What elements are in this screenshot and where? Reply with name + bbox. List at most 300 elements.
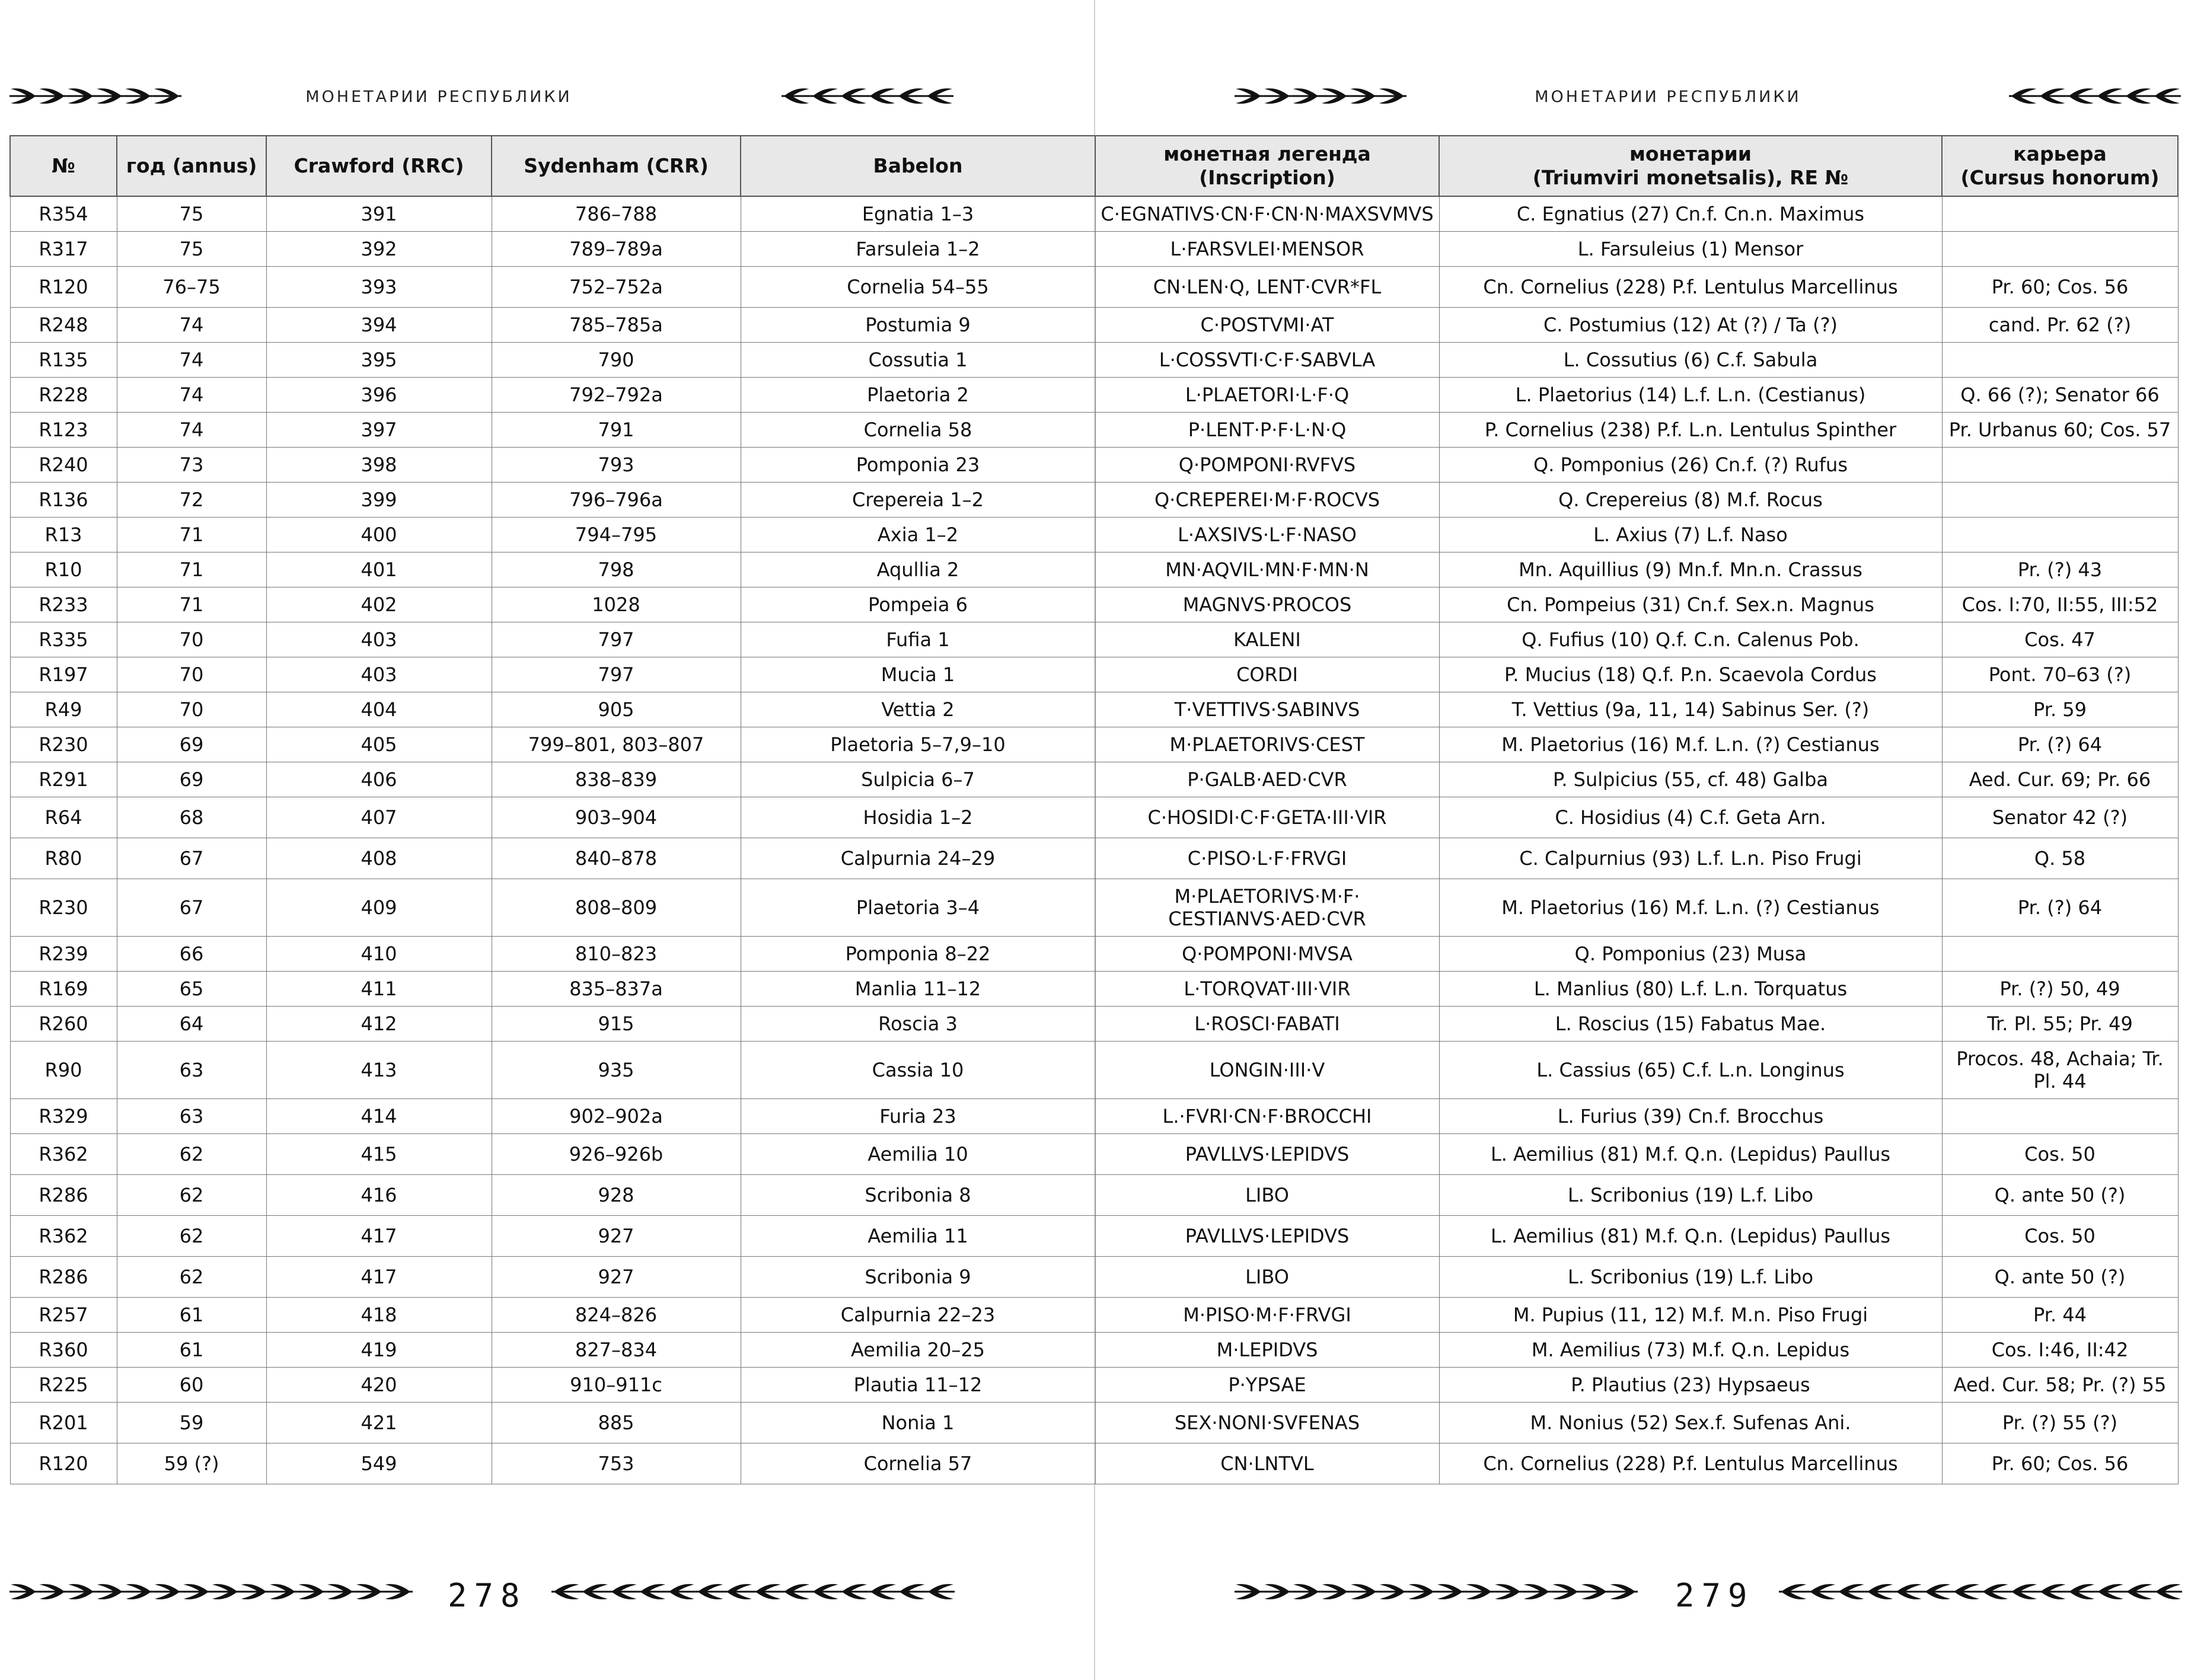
crawford-cell: 401	[266, 552, 492, 587]
number-cell: R135	[10, 343, 117, 378]
year-cell: 64	[117, 1007, 266, 1042]
table-row	[10, 727, 2178, 762]
career-cell: Q. 58	[1942, 838, 2178, 879]
year-cell: 62	[117, 1175, 266, 1216]
moneyer-cell: Mn. Aquillius (9) Mn.f. Mn.n. Crassus	[1439, 552, 1942, 587]
legend-cell: Q·CREPEREI·M·F·ROCVS	[1095, 483, 1439, 518]
crawford-cell: 410	[266, 937, 492, 972]
crawford-cell: 413	[266, 1042, 492, 1099]
career-cell: Aed. Cur. 69; Pr. 66	[1942, 762, 2178, 797]
ornament-bottom-right-center	[1235, 1580, 1638, 1604]
babelon-cell: Cornelia 58	[741, 413, 1095, 448]
babelon-cell: Scribonia 9	[741, 1257, 1095, 1298]
legend-cell: L·AXSIVS·L·F·NASO	[1095, 518, 1439, 552]
career-cell	[1942, 518, 2178, 552]
babelon-cell: Aemilia 10	[741, 1134, 1095, 1175]
moneyer-cell: C. Hosidius (4) C.f. Geta Arn.	[1439, 797, 1942, 838]
crawford-cell: 403	[266, 622, 492, 657]
babelon-cell: Egnatia 1–3	[741, 196, 1095, 232]
moneyer-cell: M. Aemilius (73) M.f. Q.n. Lepidus	[1439, 1333, 1942, 1368]
year-cell: 62	[117, 1257, 266, 1298]
ornament-top-right-center	[1235, 84, 1406, 108]
number-cell: R136	[10, 483, 117, 518]
crawford-cell: 400	[266, 518, 492, 552]
sydenham-cell: 797	[492, 657, 741, 692]
table-row	[10, 587, 2178, 622]
sydenham-cell: 915	[492, 1007, 741, 1042]
number-cell: R291	[10, 762, 117, 797]
moneyer-cell: Q. Pomponius (26) Cn.f. (?) Rufus	[1439, 448, 1942, 483]
number-cell: R362	[10, 1134, 117, 1175]
table-row	[10, 1257, 2178, 1298]
number-cell: R260	[10, 1007, 117, 1042]
table-row	[10, 413, 2178, 448]
babelon-cell: Plautia 11–12	[741, 1368, 1095, 1403]
column-header-label: Babelon	[873, 154, 963, 177]
number-cell: R335	[10, 622, 117, 657]
career-cell	[1942, 1099, 2178, 1134]
column-header	[1942, 136, 2178, 196]
number-cell: R354	[10, 196, 117, 232]
career-cell: Q. 66 (?); Senator 66	[1942, 378, 2178, 413]
page-number-right: 279	[1675, 1577, 1755, 1614]
crawford-cell: 418	[266, 1298, 492, 1333]
career-cell: Pr. (?) 64	[1942, 879, 2178, 937]
babelon-cell: Nonia 1	[741, 1403, 1095, 1443]
career-cell: Cos. 50	[1942, 1216, 2178, 1257]
year-cell: 59	[117, 1403, 266, 1443]
moneyer-cell: L. Manlius (80) L.f. L.n. Torquatus	[1439, 972, 1942, 1007]
table-row	[10, 838, 2178, 879]
number-cell: R228	[10, 378, 117, 413]
legend-cell: MAGNVS·PROCOS	[1095, 587, 1439, 622]
table-row	[10, 879, 2178, 937]
career-cell: Cos. I:70, II:55, III:52	[1942, 587, 2178, 622]
legend-cell: T·VETTIVS·SABINVS	[1095, 692, 1439, 727]
crawford-cell: 391	[266, 196, 492, 232]
table-row	[10, 692, 2178, 727]
year-cell: 60	[117, 1368, 266, 1403]
legend-cell: M·PLAETORIVS·M·F· CESTIANVS·AED·CVR	[1095, 879, 1439, 937]
legend-cell: Q·POMPONI·RVFVS	[1095, 448, 1439, 483]
sydenham-cell: 808–809	[492, 879, 741, 937]
crawford-cell: 409	[266, 879, 492, 937]
career-cell: Cos. 47	[1942, 622, 2178, 657]
number-cell: R317	[10, 232, 117, 267]
year-cell: 62	[117, 1134, 266, 1175]
sydenham-cell: 827–834	[492, 1333, 741, 1368]
sydenham-cell: 752–752a	[492, 267, 741, 308]
sydenham-cell: 926–926b	[492, 1134, 741, 1175]
sydenham-cell: 1028	[492, 587, 741, 622]
babelon-cell: Roscia 3	[741, 1007, 1095, 1042]
sydenham-cell: 838–839	[492, 762, 741, 797]
year-cell: 70	[117, 657, 266, 692]
babelon-cell: Pomponia 23	[741, 448, 1095, 483]
sydenham-cell: 810–823	[492, 937, 741, 972]
legend-cell: KALENI	[1095, 622, 1439, 657]
table-row	[10, 1042, 2178, 1099]
legend-cell: L.·FVRI·CN·F·BROCCHI	[1095, 1099, 1439, 1134]
legend-cell: L·ROSCI·FABATI	[1095, 1007, 1439, 1042]
year-cell: 59 (?)	[117, 1443, 266, 1484]
year-cell: 71	[117, 552, 266, 587]
table-row	[10, 1443, 2178, 1484]
moneyer-cell: L. Roscius (15) Fabatus Mae.	[1439, 1007, 1942, 1042]
career-cell: Cos. I:46, II:42	[1942, 1333, 2178, 1368]
year-cell: 65	[117, 972, 266, 1007]
crawford-cell: 419	[266, 1333, 492, 1368]
table-row	[10, 448, 2178, 483]
sydenham-cell: 791	[492, 413, 741, 448]
career-cell: Pr. (?) 50, 49	[1942, 972, 2178, 1007]
number-cell: R239	[10, 937, 117, 972]
year-cell: 61	[117, 1298, 266, 1333]
babelon-cell: Pomponia 8–22	[741, 937, 1095, 972]
legend-cell: Q·POMPONI·MVSA	[1095, 937, 1439, 972]
page-number-left: 278	[448, 1577, 527, 1614]
sydenham-cell: 928	[492, 1175, 741, 1216]
babelon-cell: Postumia 9	[741, 308, 1095, 343]
moneyer-cell: Q. Crepereius (8) M.f. Rocus	[1439, 483, 1942, 518]
year-cell: 75	[117, 232, 266, 267]
career-cell	[1942, 343, 2178, 378]
crawford-cell: 392	[266, 232, 492, 267]
sydenham-cell: 905	[492, 692, 741, 727]
year-cell: 69	[117, 762, 266, 797]
babelon-cell: Cornelia 57	[741, 1443, 1095, 1484]
column-header	[1095, 136, 1439, 196]
crawford-cell: 393	[266, 267, 492, 308]
ornament-swirl-icon	[9, 84, 181, 108]
babelon-cell: Mucia 1	[741, 657, 1095, 692]
crawford-cell: 404	[266, 692, 492, 727]
moneyer-cell: L. Aemilius (81) M.f. Q.n. (Lepidus) Paullus	[1439, 1134, 1942, 1175]
year-cell: 69	[117, 727, 266, 762]
number-cell: R257	[10, 1298, 117, 1333]
number-cell: R233	[10, 587, 117, 622]
number-cell: R225	[10, 1368, 117, 1403]
year-cell: 74	[117, 343, 266, 378]
sydenham-cell: 840–878	[492, 838, 741, 879]
year-cell: 63	[117, 1042, 266, 1099]
babelon-cell: Pompeia 6	[741, 587, 1095, 622]
year-cell: 74	[117, 413, 266, 448]
table-row	[10, 343, 2178, 378]
career-cell: Senator 42 (?)	[1942, 797, 2178, 838]
legend-cell: M·LEPIDVS	[1095, 1333, 1439, 1368]
crawford-cell: 405	[266, 727, 492, 762]
babelon-cell: Aemilia 20–25	[741, 1333, 1095, 1368]
table-row	[10, 1007, 2178, 1042]
babelon-cell: Furia 23	[741, 1099, 1095, 1134]
ornament-swirl-icon	[782, 84, 953, 108]
sydenham-cell: 903–904	[492, 797, 741, 838]
column-header	[266, 136, 492, 196]
sydenham-cell: 793	[492, 448, 741, 483]
legend-cell: LIBO	[1095, 1175, 1439, 1216]
number-cell: R286	[10, 1257, 117, 1298]
crawford-cell: 416	[266, 1175, 492, 1216]
year-cell: 73	[117, 448, 266, 483]
babelon-cell: Hosidia 1–2	[741, 797, 1095, 838]
ornament-swirl-icon	[1235, 1580, 1638, 1604]
babelon-cell: Calpurnia 22–23	[741, 1298, 1095, 1333]
babelon-cell: Cossutia 1	[741, 343, 1095, 378]
career-cell	[1942, 448, 2178, 483]
legend-cell: C·HOSIDI·C·F·GETA·III·VIR	[1095, 797, 1439, 838]
sydenham-cell: 824–826	[492, 1298, 741, 1333]
babelon-cell: Plaetoria 3–4	[741, 879, 1095, 937]
column-header	[741, 136, 1095, 196]
number-cell: R230	[10, 727, 117, 762]
sydenham-cell: 935	[492, 1042, 741, 1099]
number-cell: R286	[10, 1175, 117, 1216]
table-row	[10, 308, 2178, 343]
table-body	[10, 196, 2178, 1484]
crawford-cell: 549	[266, 1443, 492, 1484]
legend-cell: LONGIN·III·V	[1095, 1042, 1439, 1099]
year-cell: 66	[117, 937, 266, 972]
ornament-bottom-right	[1779, 1580, 2182, 1604]
sydenham-cell: 792–792a	[492, 378, 741, 413]
crawford-cell: 399	[266, 483, 492, 518]
moneyer-cell: L. Cassius (65) C.f. L.n. Longinus	[1439, 1042, 1942, 1099]
babelon-cell: Vettia 2	[741, 692, 1095, 727]
babelon-cell: Farsuleia 1–2	[741, 232, 1095, 267]
legend-cell: P·LENT·P·F·L·N·Q	[1095, 413, 1439, 448]
babelon-cell: Calpurnia 24–29	[741, 838, 1095, 879]
column-header-sublabel: (Cursus honorum)	[1960, 166, 2160, 189]
year-cell: 74	[117, 308, 266, 343]
sydenham-cell: 799–801, 803–807	[492, 727, 741, 762]
crawford-cell: 417	[266, 1216, 492, 1257]
moneyer-cell: P. Cornelius (238) P.f. L.n. Lentulus Spinther	[1439, 413, 1942, 448]
ornament-bottom-left-center	[551, 1580, 955, 1604]
table-row	[10, 797, 2178, 838]
babelon-cell: Cassia 10	[741, 1042, 1095, 1099]
babelon-cell: Axia 1–2	[741, 518, 1095, 552]
babelon-cell: Aqullia 2	[741, 552, 1095, 587]
ornament-top-right	[2009, 84, 2181, 108]
year-cell: 76–75	[117, 267, 266, 308]
crawford-cell: 402	[266, 587, 492, 622]
career-cell: cand. Pr. 62 (?)	[1942, 308, 2178, 343]
moneyer-cell: M. Plaetorius (16) M.f. L.n. (?) Cestianus	[1439, 727, 1942, 762]
table-row	[10, 1099, 2178, 1134]
career-cell: Pr. (?) 64	[1942, 727, 2178, 762]
legend-cell: L·COSSVTI·C·F·SABVLA	[1095, 343, 1439, 378]
career-cell: Pr. 60; Cos. 56	[1942, 267, 2178, 308]
column-header-label: Sydenham (CRR)	[524, 154, 709, 177]
moneyer-cell: L. Plaetorius (14) L.f. L.n. (Cestianus)	[1439, 378, 1942, 413]
moneyer-cell: L. Cossutius (6) C.f. Sabula	[1439, 343, 1942, 378]
legend-cell: M·PLAETORIVS·CEST	[1095, 727, 1439, 762]
legend-cell: M·PISO·M·F·FRVGI	[1095, 1298, 1439, 1333]
crawford-cell: 417	[266, 1257, 492, 1298]
number-cell: R248	[10, 308, 117, 343]
babelon-cell: Cornelia 54–55	[741, 267, 1095, 308]
career-cell: Pr. (?) 55 (?)	[1942, 1403, 2178, 1443]
ornament-top-left-center	[782, 84, 953, 108]
legend-cell: C·POSTVMI·AT	[1095, 308, 1439, 343]
career-cell	[1942, 483, 2178, 518]
table-row	[10, 1216, 2178, 1257]
babelon-cell: Fufia 1	[741, 622, 1095, 657]
sydenham-cell: 796–796a	[492, 483, 741, 518]
career-cell: Cos. 50	[1942, 1134, 2178, 1175]
sydenham-cell: 786–788	[492, 196, 741, 232]
year-cell: 70	[117, 622, 266, 657]
moneyer-cell: P. Sulpicius (55, cf. 48) Galba	[1439, 762, 1942, 797]
year-cell: 63	[117, 1099, 266, 1134]
moneyer-cell: L. Aemilius (81) M.f. Q.n. (Lepidus) Paullus	[1439, 1216, 1942, 1257]
table-row	[10, 378, 2178, 413]
running-head-left: МОНЕТАРИИ РЕСПУБЛИКИ	[305, 88, 572, 106]
sydenham-cell: 789–789a	[492, 232, 741, 267]
year-cell: 74	[117, 378, 266, 413]
sydenham-cell: 753	[492, 1443, 741, 1484]
ornament-swirl-icon	[551, 1580, 955, 1604]
moneyer-cell: M. Nonius (52) Sex.f. Sufenas Ani.	[1439, 1403, 1942, 1443]
legend-cell: P·GALB·AED·CVR	[1095, 762, 1439, 797]
column-header-label: монетная легенда	[1163, 142, 1371, 165]
column-header	[1439, 136, 1942, 196]
table-row	[10, 1175, 2178, 1216]
table-row	[10, 483, 2178, 518]
crawford-cell: 414	[266, 1099, 492, 1134]
table-row	[10, 657, 2178, 692]
column-header	[492, 136, 741, 196]
babelon-cell: Scribonia 8	[741, 1175, 1095, 1216]
moneyer-cell: Cn. Cornelius (228) P.f. Lentulus Marcellinus	[1439, 1443, 1942, 1484]
number-cell: R169	[10, 972, 117, 1007]
table-row	[10, 1333, 2178, 1368]
crawford-cell: 397	[266, 413, 492, 448]
moneyer-cell: L. Farsuleius (1) Mensor	[1439, 232, 1942, 267]
career-cell: Pr. Urbanus 60; Cos. 57	[1942, 413, 2178, 448]
sydenham-cell: 798	[492, 552, 741, 587]
career-cell: Procos. 48, Achaia; Tr. Pl. 44	[1942, 1042, 2178, 1099]
crawford-cell: 406	[266, 762, 492, 797]
legend-cell: L·FARSVLEI·MENSOR	[1095, 232, 1439, 267]
table-row	[10, 1368, 2178, 1403]
legend-cell: LIBO	[1095, 1257, 1439, 1298]
sydenham-cell: 794–795	[492, 518, 741, 552]
moneyer-cell: M. Pupius (11, 12) M.f. M.n. Piso Frugi	[1439, 1298, 1942, 1333]
table-row	[10, 937, 2178, 972]
moneyer-cell: Cn. Cornelius (228) P.f. Lentulus Marcellinus	[1439, 267, 1942, 308]
year-cell: 70	[117, 692, 266, 727]
number-cell: R230	[10, 879, 117, 937]
number-cell: R123	[10, 413, 117, 448]
sydenham-cell: 790	[492, 343, 741, 378]
sydenham-cell: 902–902a	[492, 1099, 741, 1134]
crawford-cell: 403	[266, 657, 492, 692]
babelon-cell: Aemilia 11	[741, 1216, 1095, 1257]
babelon-cell: Plaetoria 5–7,9–10	[741, 727, 1095, 762]
crawford-cell: 412	[266, 1007, 492, 1042]
table-row	[10, 1298, 2178, 1333]
career-cell: Aed. Cur. 58; Pr. (?) 55	[1942, 1368, 2178, 1403]
sydenham-cell: 910–911c	[492, 1368, 741, 1403]
moneyer-cell: Q. Fufius (10) Q.f. C.n. Calenus Pob.	[1439, 622, 1942, 657]
year-cell: 61	[117, 1333, 266, 1368]
number-cell: R49	[10, 692, 117, 727]
number-cell: R80	[10, 838, 117, 879]
career-cell	[1942, 937, 2178, 972]
year-cell: 67	[117, 838, 266, 879]
legend-cell: L·PLAETORI·L·F·Q	[1095, 378, 1439, 413]
career-cell: Pr. 44	[1942, 1298, 2178, 1333]
table-row	[10, 972, 2178, 1007]
legend-cell: MN·AQVIL·MN·F·MN·N	[1095, 552, 1439, 587]
year-cell: 62	[117, 1216, 266, 1257]
career-cell	[1942, 196, 2178, 232]
year-cell: 71	[117, 587, 266, 622]
crawford-cell: 420	[266, 1368, 492, 1403]
table-row	[10, 267, 2178, 308]
crawford-cell: 421	[266, 1403, 492, 1443]
moneyers-table	[9, 135, 2179, 1484]
number-cell: R120	[10, 267, 117, 308]
ornament-swirl-icon	[1779, 1580, 2182, 1604]
table-row	[10, 622, 2178, 657]
career-cell: Q. ante 50 (?)	[1942, 1175, 2178, 1216]
moneyer-cell: P. Mucius (18) Q.f. P.n. Scaevola Cordus	[1439, 657, 1942, 692]
babelon-cell: Crepereia 1–2	[741, 483, 1095, 518]
legend-cell: SEX·NONI·SVFENAS	[1095, 1403, 1439, 1443]
career-cell: Pont. 70–63 (?)	[1942, 657, 2178, 692]
number-cell: R362	[10, 1216, 117, 1257]
table-row	[10, 552, 2178, 587]
column-header-sublabel: (Inscription)	[1199, 166, 1335, 189]
career-cell: Tr. Pl. 55; Pr. 49	[1942, 1007, 2178, 1042]
moneyer-cell: Q. Pomponius (23) Musa	[1439, 937, 1942, 972]
number-cell: R90	[10, 1042, 117, 1099]
career-cell	[1942, 232, 2178, 267]
number-cell: R13	[10, 518, 117, 552]
legend-cell: CORDI	[1095, 657, 1439, 692]
column-header	[10, 136, 117, 196]
legend-cell: P·YPSAE	[1095, 1368, 1439, 1403]
moneyer-cell: P. Plautius (23) Hypsaeus	[1439, 1368, 1942, 1403]
moneyer-cell: M. Plaetorius (16) M.f. L.n. (?) Cestianus	[1439, 879, 1942, 937]
moneyer-cell: L. Scribonius (19) L.f. Libo	[1439, 1175, 1942, 1216]
table-row	[10, 196, 2178, 232]
legend-cell: PAVLLVS·LEPIDVS	[1095, 1216, 1439, 1257]
ornament-swirl-icon	[9, 1580, 413, 1604]
ornament-top-left	[9, 84, 181, 108]
column-header-label: карьера	[2013, 142, 2107, 165]
table-row	[10, 1403, 2178, 1443]
number-cell: R240	[10, 448, 117, 483]
crawford-cell: 396	[266, 378, 492, 413]
crawford-cell: 408	[266, 838, 492, 879]
year-cell: 71	[117, 518, 266, 552]
crawford-cell: 395	[266, 343, 492, 378]
career-cell: Q. ante 50 (?)	[1942, 1257, 2178, 1298]
number-cell: R360	[10, 1333, 117, 1368]
number-cell: R64	[10, 797, 117, 838]
running-head-right: МОНЕТАРИИ РЕСПУБЛИКИ	[1535, 88, 1801, 106]
year-cell: 75	[117, 196, 266, 232]
moneyer-cell: C. Calpurnius (93) L.f. L.n. Piso Frugi	[1439, 838, 1942, 879]
column-header-label: Crawford (RRC)	[294, 154, 464, 177]
table-row	[10, 232, 2178, 267]
legend-cell: C·PISO·L·F·FRVGI	[1095, 838, 1439, 879]
legend-cell: L·TORQVAT·III·VIR	[1095, 972, 1439, 1007]
